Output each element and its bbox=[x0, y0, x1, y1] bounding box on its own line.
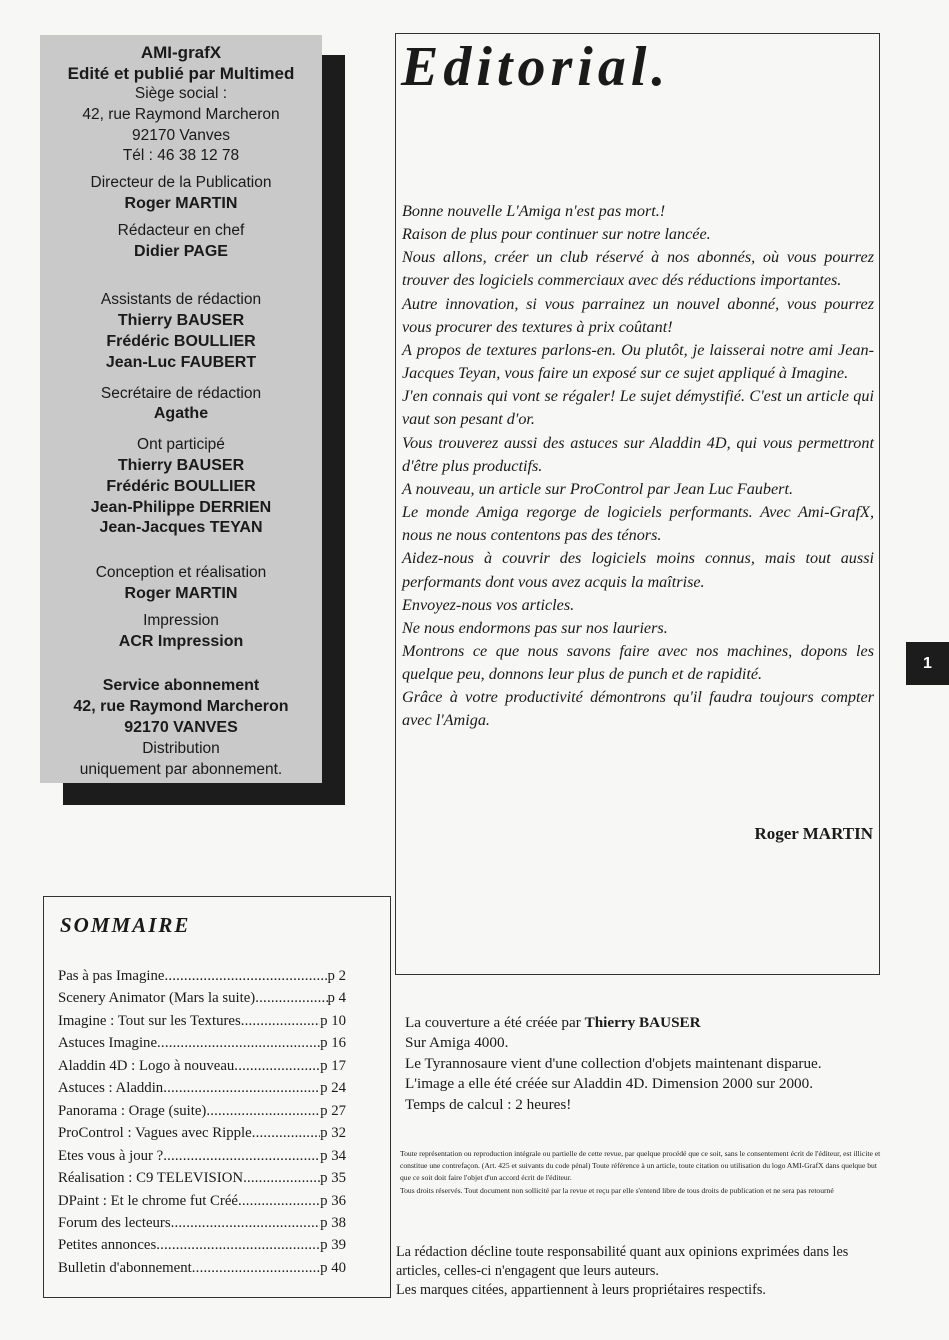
toc-page: p 36 bbox=[320, 1192, 346, 1209]
toc-row bbox=[58, 1212, 346, 1234]
editorial-signature: Roger MARTIN bbox=[754, 824, 873, 843]
toc-page: p 39 bbox=[320, 1237, 346, 1254]
toc-row bbox=[58, 1167, 346, 1189]
toc-leader-dots bbox=[206, 1100, 320, 1122]
editorial-paragraph: Ne nous endormons pas sur nos lauriers. bbox=[402, 618, 668, 637]
hq-address-line2: 92170 Vanves bbox=[132, 126, 230, 144]
toc-leader-dots bbox=[163, 1077, 320, 1099]
toc-page: p 24 bbox=[320, 1080, 346, 1097]
editorial-paragraph: Autre innovation, si vous parrainez un nouvel abonné, vous pourrez vous procurer des textures à prix coûtant! bbox=[402, 294, 874, 336]
toc-label: DPaint : Et le chrome fut Créé bbox=[58, 1192, 238, 1209]
toc-leader-dots bbox=[255, 987, 327, 1009]
contributor-name: Frédéric BOULLIER bbox=[106, 477, 256, 495]
toc-label: Pas à pas Imagine bbox=[58, 968, 165, 984]
toc-row bbox=[58, 1145, 346, 1167]
toc-label: Scenery Animator (Mars la suite) bbox=[58, 990, 256, 1007]
cover-note-line: Sur Amiga 4000. bbox=[405, 1034, 509, 1052]
toc-row bbox=[58, 1234, 346, 1256]
cover-note bbox=[405, 1013, 885, 1115]
contributor-name: Jean-Jacques TEYAN bbox=[99, 519, 263, 537]
toc-row bbox=[58, 1010, 346, 1032]
toc-leader-dots bbox=[171, 1212, 320, 1234]
toc-leader-dots bbox=[238, 1190, 320, 1212]
toc-page: p 32 bbox=[320, 1125, 346, 1142]
director-name: Roger MARTIN bbox=[124, 194, 238, 212]
design-name: Roger MARTIN bbox=[124, 584, 238, 602]
toc-page: p 40 bbox=[320, 1259, 346, 1276]
toc-label: Astuces Imagine bbox=[58, 1035, 158, 1052]
masthead bbox=[40, 35, 322, 783]
distribution-text: uniquement par abonnement. bbox=[79, 760, 283, 778]
contributor-name: Thierry BAUSER bbox=[117, 456, 245, 474]
toc-row bbox=[58, 1122, 346, 1144]
cover-note-line: Le Tyrannosaure vient d'une collection d'objets maintenant disparue. bbox=[405, 1054, 822, 1072]
toc-label: Panorama : Orage (suite) bbox=[58, 1102, 207, 1119]
secretary-name: Agathe bbox=[153, 405, 209, 423]
toc-label: Etes vous à jour ? bbox=[58, 1147, 164, 1164]
toc-row bbox=[58, 1100, 346, 1122]
editorial-box bbox=[395, 33, 880, 975]
toc-leader-dots bbox=[192, 1257, 320, 1279]
editorial-paragraph: Envoyez-nous vos articles. bbox=[402, 595, 575, 614]
contributor-name: Jean-Philippe DERRIEN bbox=[90, 498, 272, 516]
toc-label: Aladdin 4D : Logo à nouveau bbox=[58, 1057, 235, 1074]
toc-row bbox=[58, 1032, 346, 1054]
toc-row bbox=[58, 987, 346, 1009]
toc-page: p 10 bbox=[320, 1012, 346, 1029]
page-number-tab: 1 bbox=[906, 642, 949, 685]
editorial-paragraph: A propos de textures parlons-en. Ou plutôt, je laisserai notre ami Jean-Jacques Teyan, vous faire un exposé sur ce sujet appliqué à Imagine. bbox=[402, 340, 874, 383]
editorial-paragraph: Le monde Amiga regorge de logiciels performants. Avec Ami-GrafX, nous ne nous contentons pas des ténors. bbox=[402, 503, 874, 545]
design-label: Conception et réalisation bbox=[95, 564, 267, 582]
cover-note-author: Thierry BAUSER bbox=[584, 1014, 701, 1031]
toc-leader-dots bbox=[243, 1167, 320, 1189]
toc-leader-dots bbox=[164, 965, 327, 987]
editorial-paragraph: Bonne nouvelle L'Amiga n'est pas mort.! bbox=[402, 202, 666, 220]
editorial-paragraph: Aidez-nous à couvrir des logiciels moins connus, mais tout aussi performants dont vous avez acquis la maîtrise. bbox=[402, 549, 874, 591]
toc-label: ProControl : Vagues avec Ripple bbox=[58, 1125, 252, 1142]
toc-row bbox=[58, 1190, 346, 1212]
hq-phone: Tél : 46 38 12 78 bbox=[122, 147, 240, 165]
toc-label: Réalisation : C9 TELEVISION bbox=[58, 1170, 244, 1187]
cover-note-line: L'image a elle été créée sur Aladdin 4D. Dimension 2000 sur 2000. bbox=[405, 1075, 814, 1093]
print-name: ACR Impression bbox=[118, 632, 244, 650]
toc-page: p 27 bbox=[320, 1102, 346, 1119]
cover-note-prefix: La couverture a été créée par bbox=[405, 1014, 581, 1031]
toc-row bbox=[58, 1055, 346, 1077]
hq-label: Siège social : bbox=[134, 85, 228, 102]
toc-label: Bulletin d'abonnement bbox=[58, 1259, 192, 1276]
editorial-body bbox=[402, 200, 874, 733]
toc-leader-dots bbox=[156, 1234, 320, 1256]
editorial-paragraph: Montrons ce que nous savons faire avec nos machines, dopons les quelque peu, donnons leur plus de punch et de rapidité. bbox=[402, 641, 874, 684]
editorial-paragraph: Vous trouverez aussi des astuces sur Aladdin 4D, qui vous permettront d'être plus productifs. bbox=[402, 433, 874, 475]
toc-page: p 2 bbox=[327, 968, 346, 984]
editorial-paragraph: Grâce à votre productivité démontrons qu'il faudra toujours compter avec l'Amiga. bbox=[402, 688, 874, 730]
hq-address-line1: 42, rue Raymond Marcheron bbox=[82, 105, 280, 123]
cover-note-line: Temps de calcul : 2 heures! bbox=[405, 1095, 572, 1113]
cover-note-line bbox=[405, 1013, 885, 1033]
toc-leader-dots bbox=[157, 1032, 320, 1054]
print-label: Impression bbox=[143, 611, 219, 629]
toc-leader-dots bbox=[241, 1010, 320, 1032]
assistant-name: Jean-Luc FAUBERT bbox=[105, 353, 257, 371]
editorial-paragraph: A nouveau, un article sur ProControl par Jean Luc Faubert. bbox=[402, 479, 794, 498]
secretary-label: Secrétaire de rédaction bbox=[100, 384, 262, 402]
subscription-label: Service abonnement bbox=[102, 677, 260, 695]
editorial-paragraph: J'en connais qui vont se régaler! Le sujet démystifié. C'est un article qui vaut son pesant d'or. bbox=[402, 387, 874, 429]
table-of-contents bbox=[58, 965, 346, 1279]
toc-leader-dots bbox=[163, 1145, 320, 1167]
editorial-paragraph: Nous allons, créer un club réservé à nos abonnés, où vous pourrez trouver des logiciels commerciaux avec dés réductions importantes. bbox=[402, 248, 874, 290]
disclaimer-paragraph: Les marques citées, appartiennent à leurs propriétaires respectifs. bbox=[396, 1282, 766, 1299]
toc-row bbox=[58, 1257, 346, 1279]
assistant-name: Thierry BAUSER bbox=[117, 312, 245, 330]
assistants-label: Assistants de rédaction bbox=[100, 291, 262, 309]
legal-paragraph: Toute représentation ou reproduction intégrale ou partielle de cette revue, par quelque procédé que ce soit, sans le consentement écrit de l'éditeur, est illicite et constitue une contrefaçon. (Art. 425 et suivants du code pénal) Toute référence à un article, toute citation ou utilisation du logo AMI-GrafX dans quelque but que ce soit doit faire l'objet d'un accord écrit de l'éditeur. bbox=[400, 1149, 881, 1183]
legal-notice bbox=[400, 1148, 886, 1197]
toc-page: p 34 bbox=[320, 1147, 346, 1164]
editor-name: Didier PAGE bbox=[134, 242, 228, 260]
editorial-paragraph: Raison de plus pour continuer sur notre lancée. bbox=[402, 225, 711, 244]
toc-row bbox=[58, 1077, 346, 1099]
assistant-name: Frédéric BOULLIER bbox=[106, 332, 256, 350]
toc-row bbox=[58, 965, 346, 987]
toc-page: p 35 bbox=[320, 1170, 346, 1187]
toc-label: Petites annonces bbox=[58, 1237, 157, 1254]
toc-page: p 4 bbox=[327, 990, 346, 1007]
toc-label: Astuces : Aladdin bbox=[58, 1080, 164, 1097]
masthead-title: AMI-grafX bbox=[140, 43, 222, 62]
distribution-label: Distribution bbox=[142, 739, 220, 757]
legal-paragraph: Tous droits réservés. Tout document non sollicité par la revue et reçu par elle s'entend libre de tous droits de publication et ne sera pas retourné bbox=[400, 1185, 834, 1195]
masthead-publisher: Edité et publié par Multimed bbox=[67, 64, 295, 83]
toc-leader-dots bbox=[234, 1055, 320, 1077]
toc-page: p 16 bbox=[320, 1035, 346, 1052]
sommaire-title: SOMMAIRE bbox=[60, 913, 191, 937]
toc-leader-dots bbox=[252, 1122, 320, 1144]
toc-label: Forum des lecteurs bbox=[58, 1214, 171, 1231]
toc-label: Imagine : Tout sur les Textures bbox=[58, 1012, 241, 1029]
editorial-title: Editorial. bbox=[401, 36, 671, 98]
toc-page: p 17 bbox=[320, 1057, 346, 1074]
subscription-address-line2: 92170 VANVES bbox=[124, 718, 238, 736]
contributors-label: Ont participé bbox=[137, 436, 225, 454]
disclaimer-paragraph: La rédaction décline toute responsabilité quant aux opinions exprimées dans les articles, celles-ci n'engagent que leurs auteurs. bbox=[396, 1244, 849, 1280]
toc-page: p 38 bbox=[320, 1214, 346, 1231]
editor-label: Rédacteur en chef bbox=[117, 221, 245, 239]
disclaimer bbox=[396, 1243, 876, 1301]
director-label: Directeur de la Publication bbox=[90, 174, 272, 192]
subscription-address-line1: 42, rue Raymond Marcheron bbox=[73, 698, 289, 716]
sommaire-box bbox=[43, 896, 391, 1298]
